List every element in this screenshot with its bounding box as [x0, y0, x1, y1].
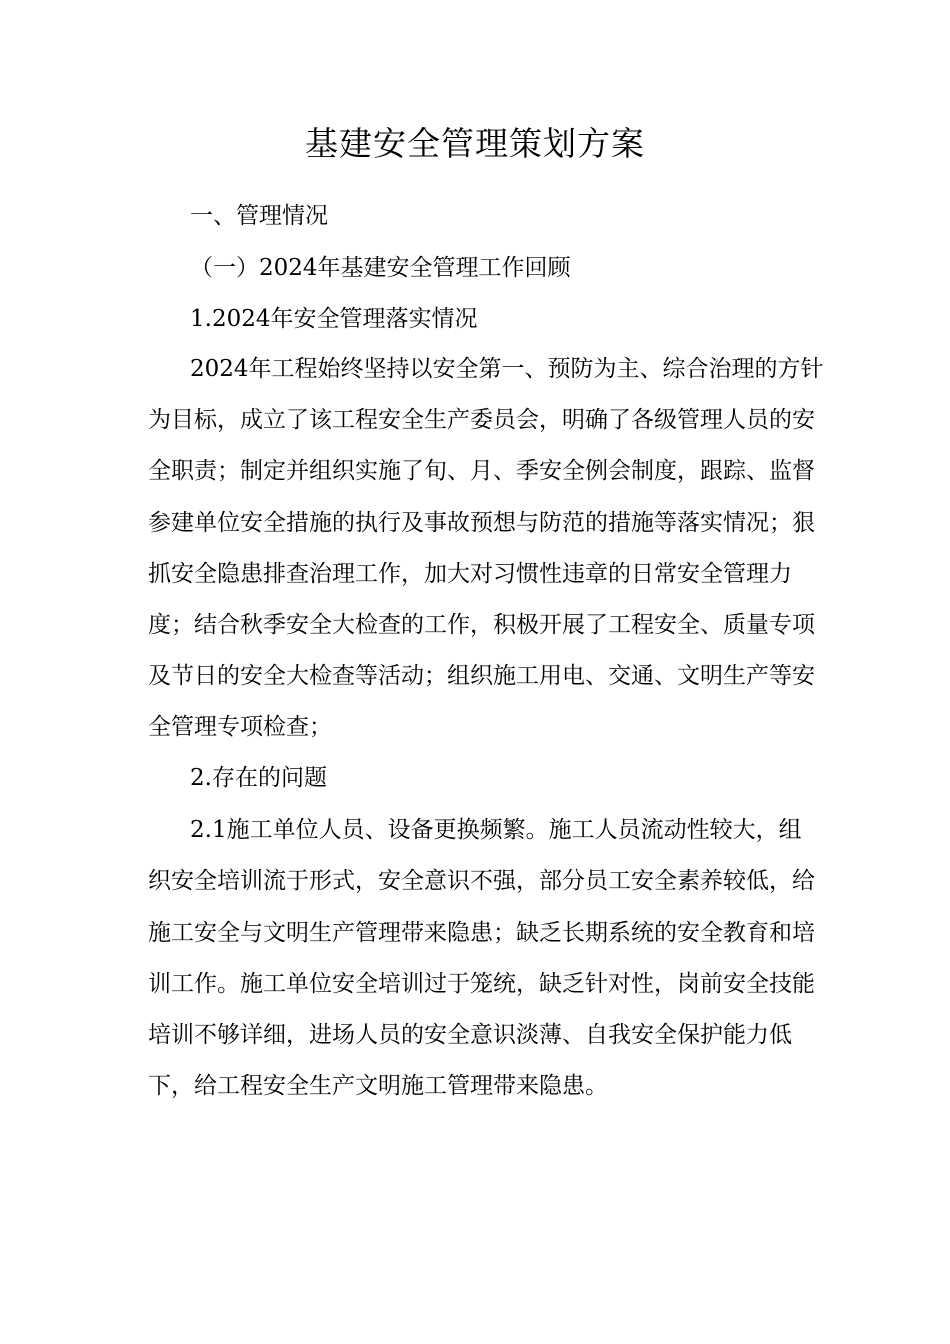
paragraph-line: 培训不够详细，进场人员的安全意识淡薄、自我安全保护能力低 [148, 1022, 792, 1048]
paragraph-line: 抓安全隐患排查治理工作，加大对习惯性违章的日常安全管理力 [148, 561, 792, 587]
paragraph-line: 下，给工程安全生产文明施工管理带来隐患。 [148, 1073, 608, 1099]
section-heading-management: 一、管理情况 [190, 203, 328, 229]
paragraph-line: 2.1施工单位人员、设备更换频繁。施工人员流动性较大，组 [190, 817, 802, 843]
paragraph-line: 全职责；制定并组织实施了旬、月、季安全例会制度，跟踪、监督 [148, 458, 815, 484]
paragraph-line: 施工安全与文明生产管理带来隐患；缺乏长期系统的安全教育和培 [148, 920, 815, 946]
item-heading-problems: 2.存在的问题 [190, 765, 327, 791]
subsection-heading-review: （一）2024年基建安全管理工作回顾 [190, 255, 571, 281]
paragraph-line: 及节日的安全大检查等活动；组织施工用电、交通、文明生产等安 [148, 663, 815, 689]
item-heading-implementation: 1.2024年安全管理落实情况 [190, 306, 478, 332]
paragraph-line: 全管理专项检查； [148, 714, 332, 740]
paragraph-line: 织安全培训流于形式，安全意识不强，部分员工安全素养较低，给 [148, 868, 815, 894]
paragraph-line: 训工作。施工单位安全培训过于笼统，缺乏针对性，岗前安全技能 [148, 971, 815, 997]
paragraph-line: 为目标，成立了该工程安全生产委员会，明确了各级管理人员的安 [148, 407, 815, 433]
paragraph-line: 2024年工程始终坚持以安全第一、预防为主、综合治理的方针 [190, 356, 824, 382]
document-title: 基建安全管理策划方案 [305, 124, 645, 163]
paragraph-line: 参建单位安全措施的执行及事故预想与防范的措施等落实情况；狠 [148, 510, 815, 536]
paragraph-line: 度；结合秋季安全大检查的工作，积极开展了工程安全、质量专项 [148, 612, 815, 638]
